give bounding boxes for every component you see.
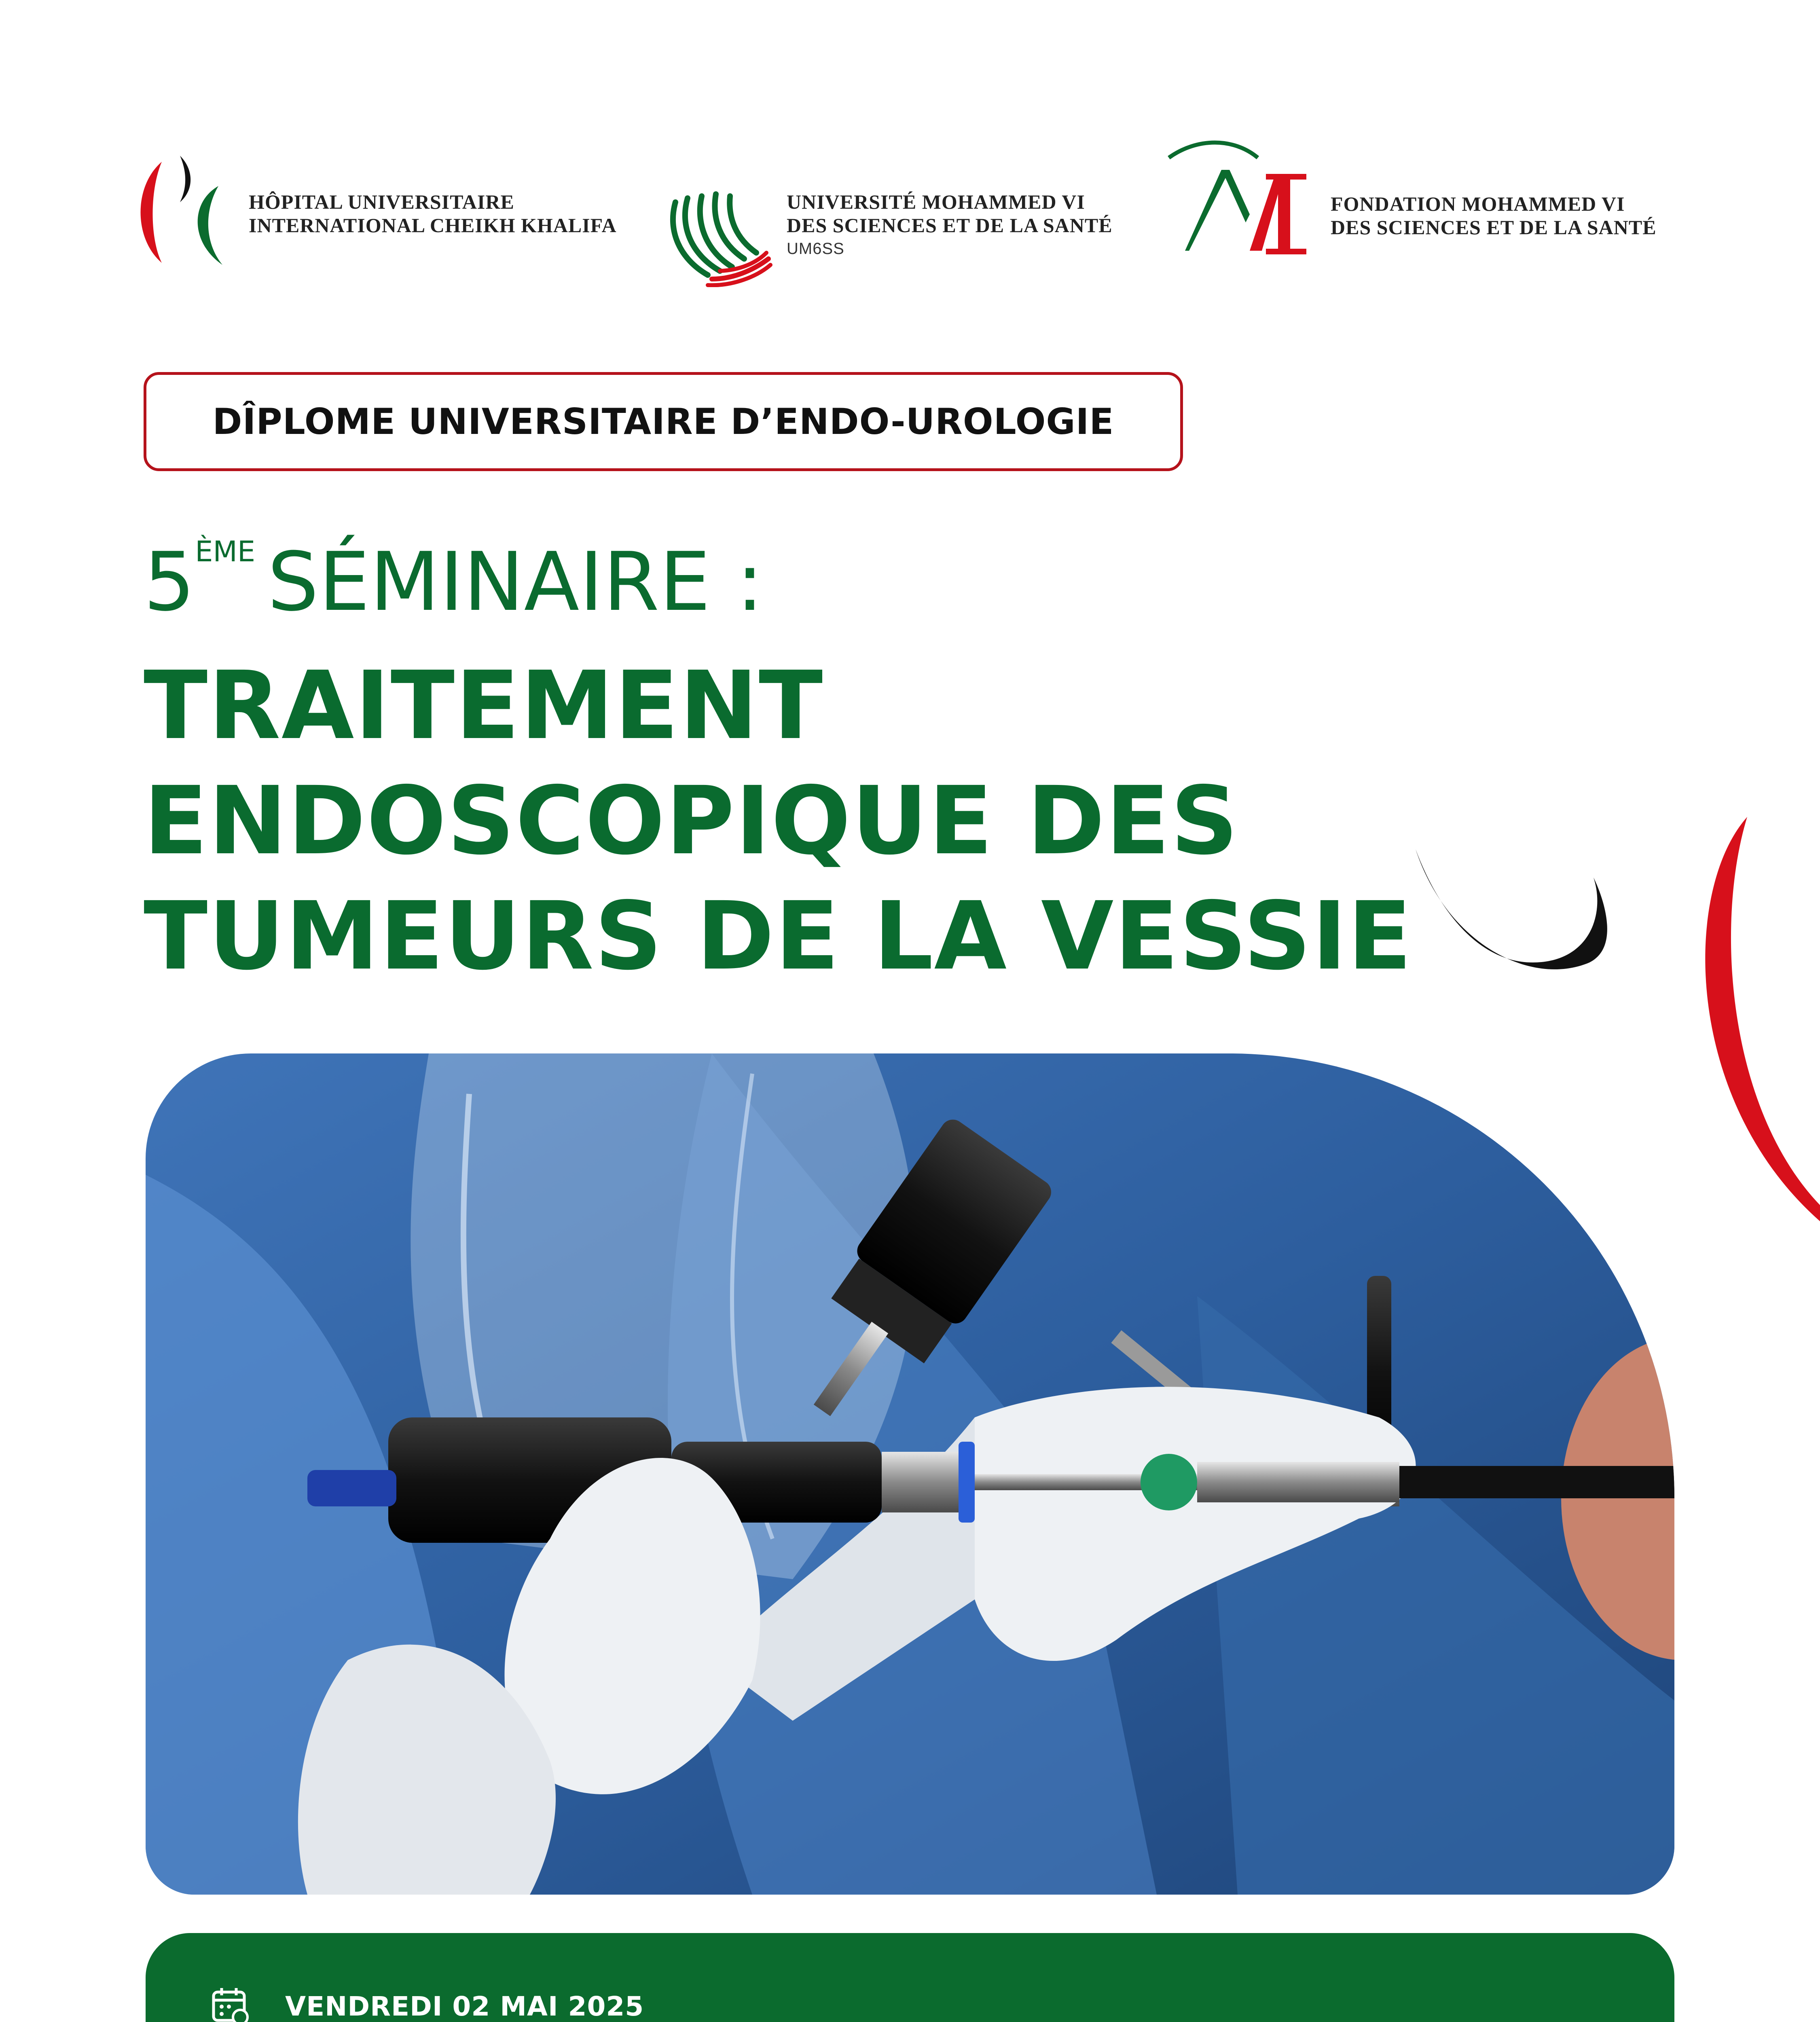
seminar-label: SÉMINAIRE : bbox=[267, 535, 764, 629]
diploma-badge bbox=[144, 372, 1183, 471]
seminar-suffix: ÈME bbox=[195, 535, 256, 568]
event-info-footer bbox=[146, 1933, 1674, 2022]
logo2-line1: UNIVERSITÉ MOHAMMED VI bbox=[787, 190, 1085, 213]
logo1-line2: INTERNATIONAL CHEIKH KHALIFA bbox=[249, 214, 617, 237]
logo2-line2: DES SCIENCES ET DE LA SANTÉ bbox=[787, 214, 1113, 237]
logo1-line1: HÔPITAL UNIVERSITAIRE bbox=[249, 190, 514, 213]
seminar-heading bbox=[144, 535, 764, 645]
title-line-3: TUMEURS DE LA VESSIE bbox=[144, 882, 1413, 991]
black-crescent-decoration bbox=[1412, 841, 1614, 1003]
logo-hck bbox=[133, 150, 659, 271]
hck-emblem-icon bbox=[133, 154, 231, 271]
red-crescent-decoration bbox=[1666, 817, 1820, 1225]
event-date: VENDREDI 02 MAI 2025 bbox=[285, 1991, 644, 2022]
title-line-2: ENDOSCOPIQUE DES bbox=[144, 766, 1239, 876]
logo-um6ss bbox=[663, 170, 1149, 291]
calendar-icon bbox=[210, 1986, 251, 2022]
logo-fm6ss bbox=[1165, 133, 1707, 267]
fm6ss-emblem-icon bbox=[1165, 133, 1318, 263]
surgery-photo bbox=[146, 1053, 1674, 1895]
um6ss-emblem-icon bbox=[663, 178, 772, 287]
diploma-title: DÎPLOME UNIVERSITAIRE D’ENDO-UROLOGIE bbox=[212, 401, 1114, 442]
seminar-number: 5 bbox=[144, 535, 195, 629]
logo2-line3: UM6SS bbox=[787, 240, 844, 258]
logo3-line1: FONDATION MOHAMMED VI bbox=[1331, 192, 1625, 215]
title-line-1: TRAITEMENT bbox=[144, 651, 824, 760]
logo3-line2: DES SCIENCES ET DE LA SANTÉ bbox=[1331, 216, 1657, 239]
endoscopy-illustration bbox=[146, 1053, 1674, 1895]
